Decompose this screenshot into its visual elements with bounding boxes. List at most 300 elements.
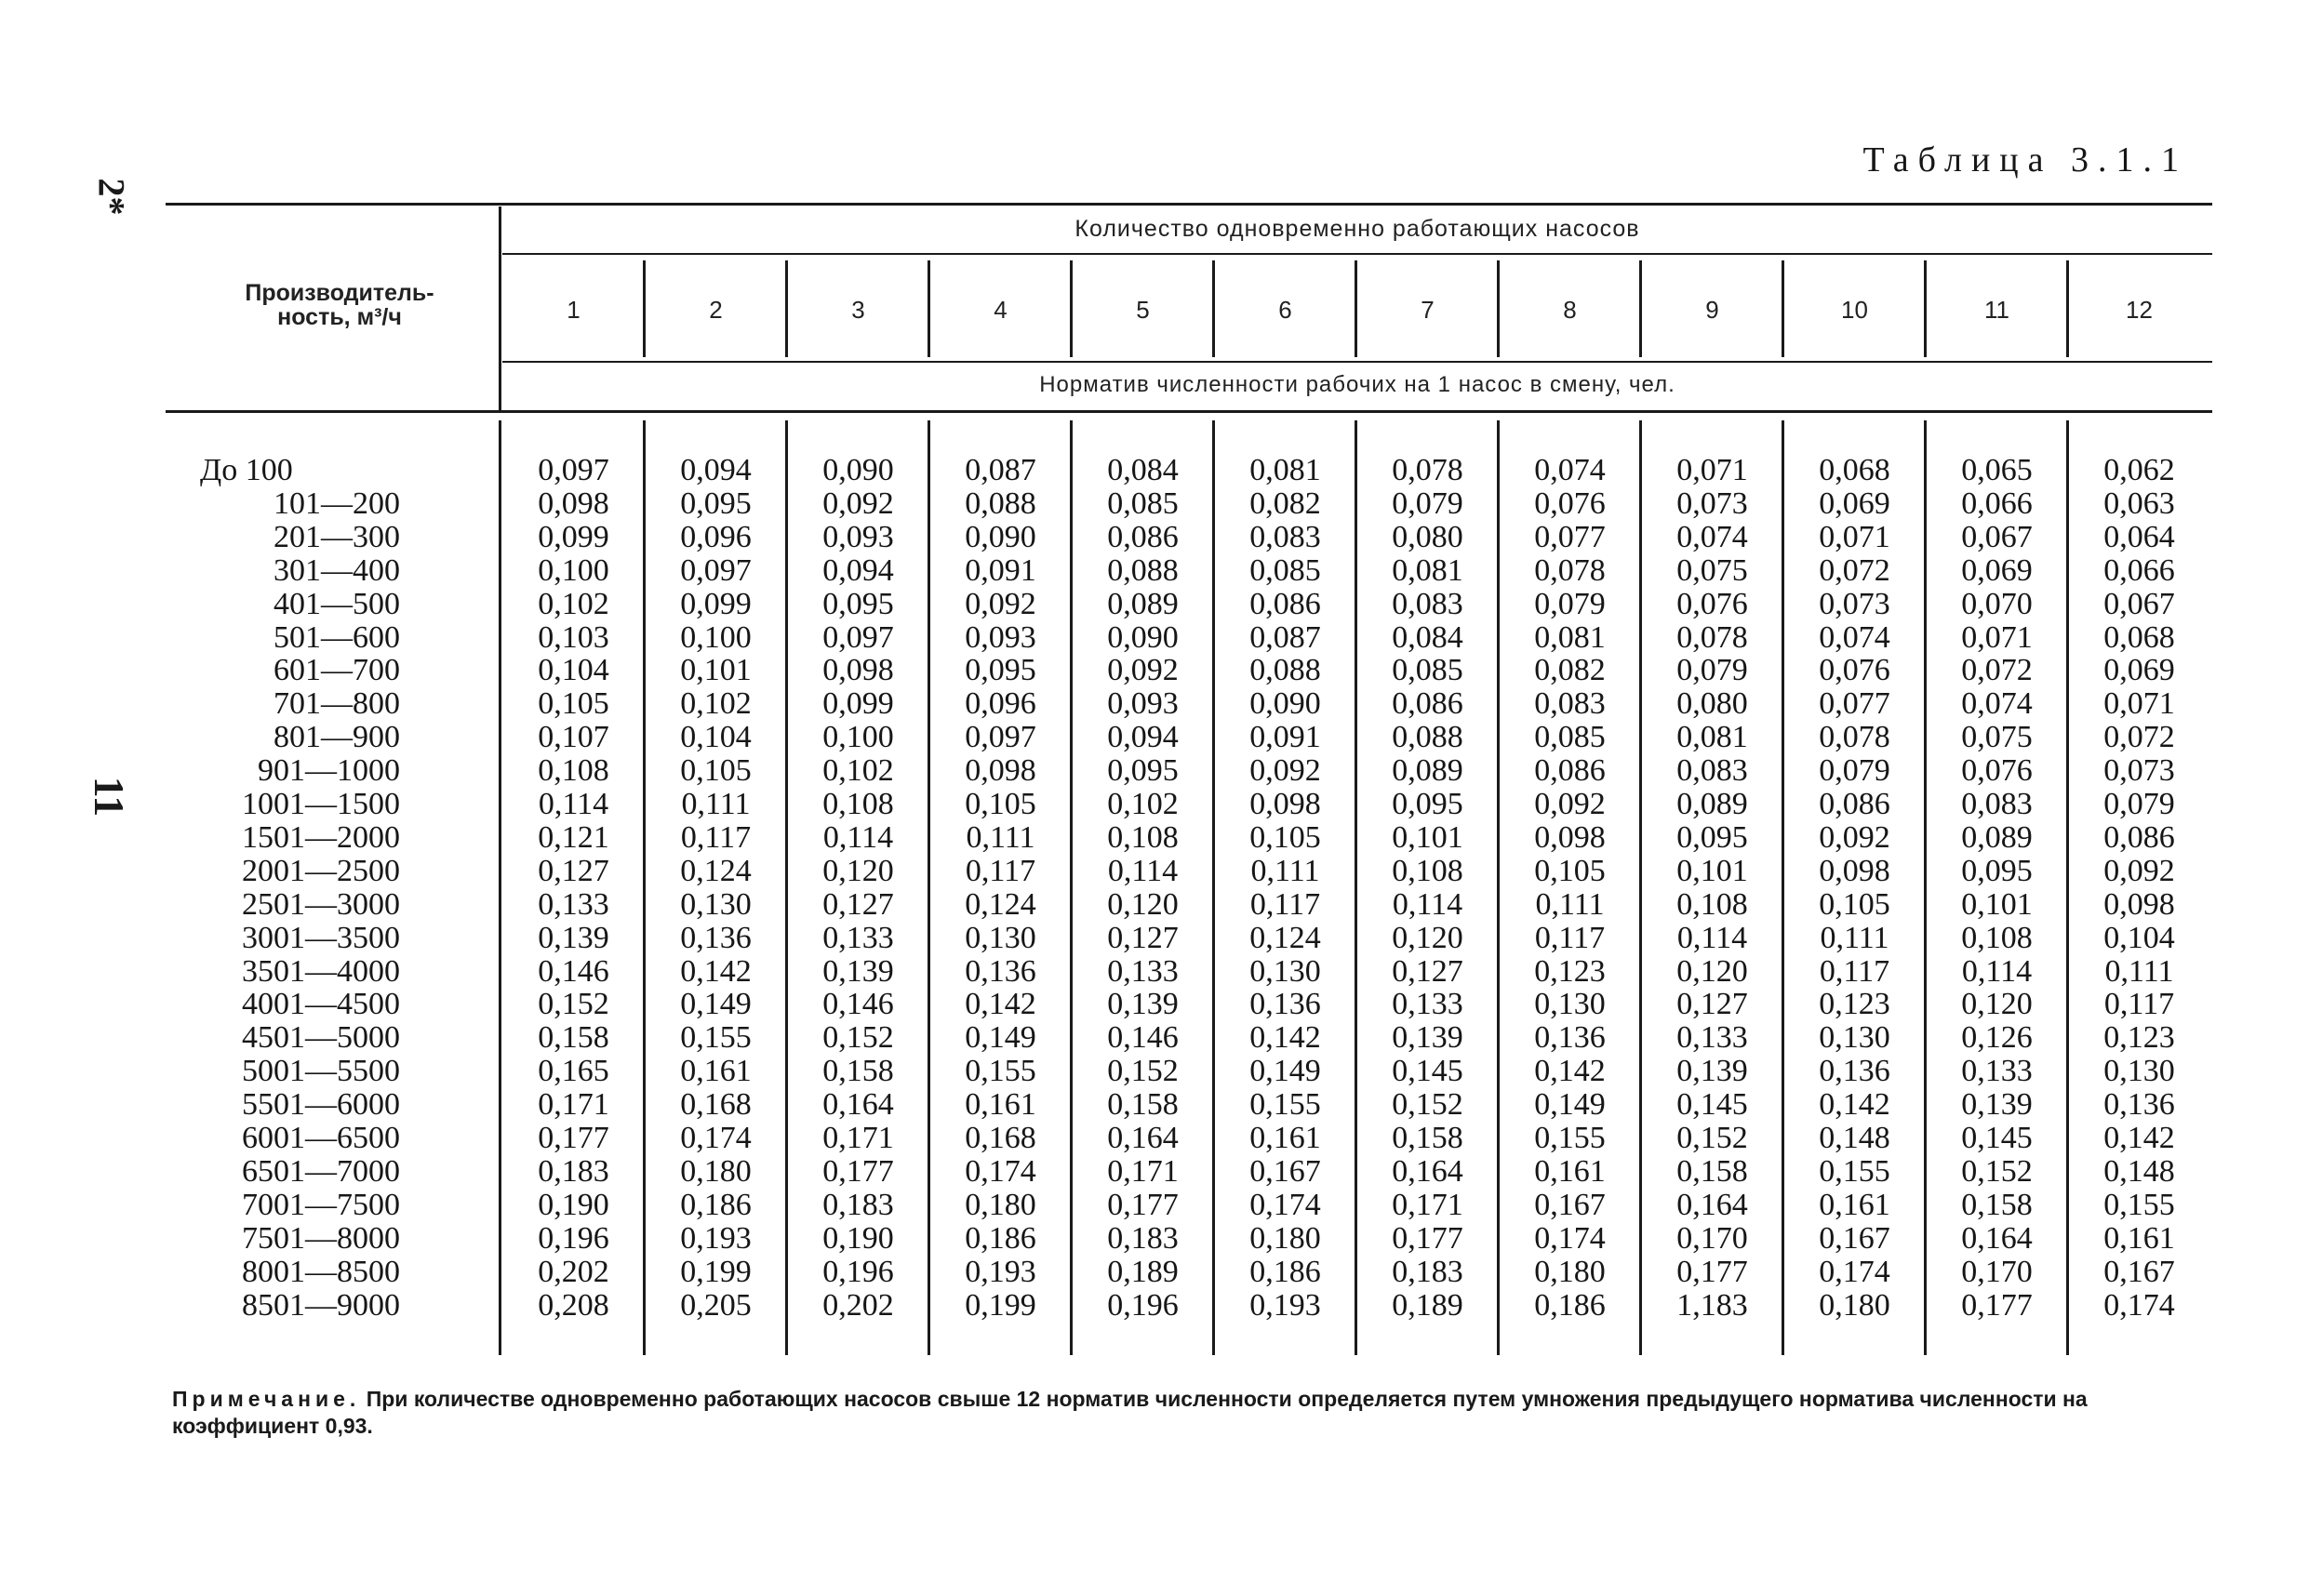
norm-value: 0,158 [1392, 1121, 1463, 1155]
norm-value: 0,095 [1961, 853, 2033, 888]
norm-value: 0,145 [1392, 1054, 1463, 1089]
column-number: 5 [1136, 296, 1150, 324]
norm-value: 0,183 [1107, 1220, 1179, 1256]
norm-value: 0,161 [1249, 1121, 1321, 1155]
norm-value: 0,068 [2103, 619, 2175, 655]
norm-value: 0,086 [2103, 819, 2175, 855]
norm-value: 0,091 [1249, 720, 1321, 755]
column-number: 10 [1841, 296, 1868, 324]
norm-value: 0,079 [1392, 485, 1463, 521]
norm-value: 0,102 [822, 753, 894, 789]
norm-value: 0,104 [2103, 920, 2175, 955]
footnote-label: Примечание. [172, 1387, 361, 1411]
norm-value: 0,142 [1249, 1020, 1321, 1056]
norm-value: 0,078 [1534, 552, 1606, 588]
norm-value: 0,105 [1249, 819, 1321, 855]
column-number: 1 [567, 296, 581, 324]
norm-value: 0,142 [1534, 1054, 1606, 1089]
norm-value: 0,177 [538, 1121, 609, 1155]
norm-value: 0,072 [1819, 552, 1890, 588]
norm-value: 0,158 [822, 1054, 894, 1089]
column-number: 4 [994, 296, 1008, 324]
norm-value: 0,171 [1392, 1187, 1463, 1222]
norm-value: 0,073 [2103, 753, 2175, 789]
norm-value: 0,202 [822, 1287, 894, 1323]
norm-value: 0,099 [538, 519, 609, 554]
norm-value: 0,120 [1107, 886, 1179, 922]
norm-value: 0,152 [1961, 1153, 2033, 1189]
capacity-range: 6501—7000 [242, 1153, 400, 1189]
norm-value: 0,089 [1392, 753, 1463, 789]
norm-value: 0,186 [1534, 1287, 1606, 1323]
norm-value: 0,098 [2103, 886, 2175, 922]
norm-value: 0,079 [1534, 586, 1606, 621]
norm-value: 0,097 [965, 720, 1036, 755]
norm-value: 0,095 [680, 485, 752, 521]
norm-value: 0,114 [1676, 920, 1748, 955]
capacity-range: 7001—7500 [242, 1187, 400, 1222]
norm-value: 0,087 [965, 453, 1036, 487]
norm-value: 0,193 [1249, 1287, 1321, 1323]
norm-value: 0,136 [1534, 1020, 1606, 1056]
norm-value: 0,177 [1676, 1254, 1748, 1289]
norm-value: 0,069 [1961, 552, 2033, 588]
norm-value: 0,078 [1819, 720, 1890, 755]
norm-value: 0,104 [538, 653, 609, 688]
footnote [172, 1386, 2219, 1440]
norm-value: 0,104 [680, 720, 752, 755]
norm-value: 0,096 [965, 686, 1036, 722]
norm-value: 0,180 [1534, 1254, 1606, 1289]
norm-value: 0,139 [1961, 1087, 2033, 1123]
norm-value: 0,126 [1961, 1020, 2033, 1056]
capacity-range: 3001—3500 [242, 920, 400, 955]
norm-value: 0,130 [2103, 1054, 2175, 1089]
norm-value: 0,079 [1676, 653, 1748, 688]
norm-value: 0,111 [1820, 920, 1889, 955]
norm-value: 0,139 [538, 920, 609, 955]
norm-value: 0,127 [1107, 920, 1179, 955]
capacity-range: 601—700 [274, 653, 400, 688]
norm-value: 0,167 [1534, 1187, 1606, 1222]
norm-value: 0,120 [822, 853, 894, 888]
norm-value: 0,130 [1249, 953, 1321, 989]
norm-value: 0,133 [1676, 1020, 1748, 1056]
norm-value: 0,111 [1535, 886, 1605, 922]
norm-value: 0,102 [538, 586, 609, 621]
norm-value: 0,130 [965, 920, 1036, 955]
norm-value: 0,075 [1676, 552, 1748, 588]
norm-value: 0,076 [1676, 586, 1748, 621]
norm-value: 0,123 [1819, 987, 1890, 1022]
norm-value: 0,085 [1107, 485, 1179, 521]
norm-value: 0,086 [1392, 686, 1463, 722]
norm-value: 0,164 [1107, 1121, 1179, 1155]
norm-value: 0,120 [1392, 920, 1463, 955]
norm-value: 0,149 [1249, 1054, 1321, 1089]
norm-value: 0,075 [1961, 720, 2033, 755]
norm-value: 0,083 [1961, 787, 2033, 821]
norm-value: 0,155 [1534, 1121, 1606, 1155]
norm-value: 1,183 [1676, 1287, 1748, 1323]
norm-value: 0,196 [1107, 1287, 1179, 1323]
norm-value: 0,120 [1676, 953, 1748, 989]
norm-value: 0,081 [1534, 619, 1606, 655]
norm-value: 0,146 [538, 953, 609, 989]
norm-value: 0,148 [1819, 1121, 1890, 1155]
norm-value: 0,189 [1392, 1287, 1463, 1323]
norm-value: 0,089 [1676, 787, 1748, 821]
norm-value: 0,171 [1107, 1153, 1179, 1189]
norm-value: 0,091 [965, 552, 1036, 588]
capacity-header [214, 281, 465, 329]
norm-value: 0,086 [1534, 753, 1606, 789]
norm-value: 0,094 [822, 552, 894, 588]
norm-value: 0,152 [822, 1020, 894, 1056]
norm-value: 0,077 [1819, 686, 1890, 722]
norm-value: 0,095 [1392, 787, 1463, 821]
norm-value: 0,167 [1819, 1220, 1890, 1256]
norm-value: 0,133 [822, 920, 894, 955]
norm-value: 0,073 [1676, 485, 1748, 521]
norm-value: 0,074 [1676, 519, 1748, 554]
norm-value: 0,114 [1961, 953, 2033, 989]
norm-value: 0,117 [1819, 953, 1890, 989]
norm-value: 0,097 [538, 453, 609, 487]
norm-value: 0,164 [1961, 1220, 2033, 1256]
norm-value: 0,099 [822, 686, 894, 722]
capacity-range: 5001—5500 [242, 1054, 400, 1089]
norm-value: 0,149 [680, 987, 752, 1022]
footnote-text: При количестве одновременно работающих насосов свыше 12 норматив численности определяется путем умножения предыдущего норматива численности на коэффициент 0,93. [172, 1387, 2088, 1438]
norm-value: 0,114 [1392, 886, 1463, 922]
norm-value: 0,171 [538, 1087, 609, 1123]
norm-value: 0,095 [822, 586, 894, 621]
norm-value: 0,149 [965, 1020, 1036, 1056]
norm-value: 0,095 [965, 653, 1036, 688]
norm-value: 0,177 [1107, 1187, 1179, 1222]
header-bottom-rule [166, 410, 2212, 413]
norm-value: 0,062 [2103, 453, 2175, 487]
norm-value: 0,127 [822, 886, 894, 922]
norm-value: 0,133 [538, 886, 609, 922]
norm-header: Норматив численности рабочих на 1 насос в смену, чел. [1039, 372, 1675, 397]
norm-value: 0,164 [1392, 1153, 1463, 1189]
norm-value: 0,114 [538, 787, 609, 821]
norm-value: 0,077 [1534, 519, 1606, 554]
norm-value: 0,133 [1961, 1054, 2033, 1089]
norm-value: 0,189 [1107, 1254, 1179, 1289]
norm-value: 0,174 [1249, 1187, 1321, 1222]
norm-value: 0,146 [1107, 1020, 1179, 1056]
capacity-header-line2: ность, м³/ч [277, 304, 402, 330]
norm-value: 0,148 [2103, 1153, 2175, 1189]
norm-value: 0,086 [1819, 787, 1890, 821]
capacity-header-line1: Производитель- [245, 280, 434, 306]
capacity-range: 8001—8500 [242, 1254, 400, 1289]
norm-value: 0,098 [1534, 819, 1606, 855]
norm-value: 0,139 [1392, 1020, 1463, 1056]
norm-value: 0,099 [680, 586, 752, 621]
norm-value: 0,111 [966, 819, 1035, 855]
norm-value: 0,102 [1107, 787, 1179, 821]
norm-value: 0,205 [680, 1287, 752, 1323]
norm-value: 0,167 [1249, 1153, 1321, 1189]
norm-value: 0,105 [1534, 853, 1606, 888]
norm-value: 0,083 [1676, 753, 1748, 789]
norm-value: 0,076 [1819, 653, 1890, 688]
norm-value: 0,165 [538, 1054, 609, 1089]
norm-value: 0,095 [1107, 753, 1179, 789]
norm-value: 0,146 [822, 987, 894, 1022]
norm-value: 0,158 [1961, 1187, 2033, 1222]
norm-value: 0,082 [1534, 653, 1606, 688]
capacity-range: 8501—9000 [242, 1287, 400, 1323]
norm-value: 0,089 [1107, 586, 1179, 621]
norm-value: 0,098 [822, 653, 894, 688]
norm-value: 0,158 [1676, 1153, 1748, 1189]
capacity-range: 201—300 [274, 519, 400, 554]
norm-value: 0,108 [1107, 819, 1179, 855]
capacity-range: 701—800 [274, 686, 400, 722]
norm-value: 0,074 [1534, 453, 1606, 487]
norm-value: 0,120 [1961, 987, 2033, 1022]
norm-value: 0,097 [680, 552, 752, 588]
norm-value: 0,124 [680, 853, 752, 888]
norm-value: 0,124 [1249, 920, 1321, 955]
norm-value: 0,096 [680, 519, 752, 554]
norm-value: 0,152 [1392, 1087, 1463, 1123]
norm-value: 0,127 [1392, 953, 1463, 989]
norm-value: 0,078 [1392, 453, 1463, 487]
norm-value: 0,117 [680, 819, 752, 855]
norm-value: 0,127 [1676, 987, 1748, 1022]
norm-value: 0,183 [822, 1187, 894, 1222]
norm-value: 0,117 [1249, 886, 1321, 922]
norm-value: 0,155 [1819, 1153, 1890, 1189]
norm-value: 0,161 [1534, 1153, 1606, 1189]
norm-value: 0,168 [680, 1087, 752, 1123]
norm-value: 0,199 [680, 1254, 752, 1289]
norm-value: 0,133 [1392, 987, 1463, 1022]
norm-value: 0,092 [965, 586, 1036, 621]
norm-value: 0,174 [965, 1153, 1036, 1189]
norm-value: 0,088 [1392, 720, 1463, 755]
column-number: 7 [1421, 296, 1435, 324]
norm-value: 0,065 [1961, 453, 2033, 487]
norm-value: 0,081 [1392, 552, 1463, 588]
norm-value: 0,107 [538, 720, 609, 755]
norm-value: 0,158 [538, 1020, 609, 1056]
norm-value: 0,130 [680, 886, 752, 922]
norm-value: 0,086 [1107, 519, 1179, 554]
column-number: 8 [1563, 296, 1577, 324]
capacity-range: 501—600 [274, 619, 400, 655]
norm-value: 0,079 [1819, 753, 1890, 789]
norm-value: 0,080 [1676, 686, 1748, 722]
norm-value: 0,145 [1676, 1087, 1748, 1123]
norm-value: 0,067 [2103, 586, 2175, 621]
norm-value: 0,080 [1392, 519, 1463, 554]
norm-value: 0,083 [1249, 519, 1321, 554]
column-number: 2 [709, 296, 723, 324]
norm-value: 0,155 [2103, 1187, 2175, 1222]
norm-value: 0,101 [1961, 886, 2033, 922]
capacity-range: 3501—4000 [242, 953, 400, 989]
norm-value: 0,114 [1107, 853, 1179, 888]
norm-value: 0,133 [1107, 953, 1179, 989]
norm-value: 0,139 [1107, 987, 1179, 1022]
margin-signature-mark: 2* [90, 178, 133, 216]
norm-value: 0,074 [1961, 686, 2033, 722]
header-rule-pumps [502, 253, 2212, 255]
norm-value: 0,202 [538, 1254, 609, 1289]
norm-value: 0,064 [2103, 519, 2175, 554]
norm-value: 0,161 [1819, 1187, 1890, 1222]
norm-value: 0,186 [680, 1187, 752, 1222]
norm-value: 0,081 [1676, 720, 1748, 755]
norm-value: 0,174 [1819, 1254, 1890, 1289]
norm-value: 0,183 [538, 1153, 609, 1189]
norm-value: 0,167 [2103, 1254, 2175, 1289]
norm-value: 0,093 [822, 519, 894, 554]
norm-value: 0,111 [2104, 953, 2174, 989]
norm-value: 0,092 [1819, 819, 1890, 855]
norm-value: 0,114 [822, 819, 894, 855]
pumps-count-header: Количество одновременно работающих насосов [1074, 216, 1640, 242]
norm-value: 0,074 [1819, 619, 1890, 655]
norm-value: 0,097 [822, 619, 894, 655]
norm-value: 0,092 [1249, 753, 1321, 789]
capacity-range: 7501—8000 [242, 1220, 400, 1256]
norm-value: 0,100 [680, 619, 752, 655]
capacity-range: 4001—4500 [242, 987, 400, 1022]
norm-value: 0,186 [1249, 1254, 1321, 1289]
norm-value: 0,142 [2103, 1121, 2175, 1155]
norm-value: 0,149 [1534, 1087, 1606, 1123]
norm-value: 0,085 [1392, 653, 1463, 688]
norm-value: 0,098 [1819, 853, 1890, 888]
norm-value: 0,092 [1534, 787, 1606, 821]
norm-value: 0,094 [680, 453, 752, 487]
norm-value: 0,095 [1676, 819, 1748, 855]
norm-value: 0,136 [2103, 1087, 2175, 1123]
norm-value: 0,071 [2103, 686, 2175, 722]
norm-value: 0,090 [1107, 619, 1179, 655]
norm-value: 0,164 [822, 1087, 894, 1123]
norm-value: 0,174 [2103, 1287, 2175, 1323]
norm-value: 0,161 [965, 1087, 1036, 1123]
norm-value: 0,098 [965, 753, 1036, 789]
capacity-range: 6001—6500 [242, 1121, 400, 1155]
norm-value: 0,083 [1534, 686, 1606, 722]
norm-value: 0,142 [965, 987, 1036, 1022]
norm-value: 0,076 [1961, 753, 2033, 789]
page-number: 11 [86, 776, 134, 818]
norm-value: 0,090 [965, 519, 1036, 554]
table-title: Таблица 3.1.1 [1862, 140, 2188, 180]
norm-value: 0,139 [822, 953, 894, 989]
norm-value: 0,081 [1249, 453, 1321, 487]
norm-value: 0,108 [1961, 920, 2033, 955]
norm-value: 0,090 [1249, 686, 1321, 722]
capacity-range: 2501—3000 [242, 886, 400, 922]
norm-value: 0,177 [1961, 1287, 2033, 1323]
norm-value: 0,164 [1676, 1187, 1748, 1222]
norm-value: 0,174 [680, 1121, 752, 1155]
norm-value: 0,196 [538, 1220, 609, 1256]
norm-value: 0,069 [2103, 653, 2175, 688]
norm-value: 0,101 [1392, 819, 1463, 855]
column-number: 6 [1278, 296, 1292, 324]
norm-value: 0,100 [538, 552, 609, 588]
norm-value: 0,088 [965, 485, 1036, 521]
norm-value: 0,108 [1676, 886, 1748, 922]
norm-value: 0,170 [1676, 1220, 1748, 1256]
norm-value: 0,101 [1676, 853, 1748, 888]
norm-value: 0,108 [822, 787, 894, 821]
norm-value: 0,180 [1819, 1287, 1890, 1323]
capacity-range: 401—500 [274, 586, 400, 621]
capacity-range: 1501—2000 [242, 819, 400, 855]
capacity-range: 901—1000 [258, 753, 400, 789]
norm-value: 0,127 [538, 853, 609, 888]
norm-value: 0,090 [822, 453, 894, 487]
norm-value: 0,083 [1392, 586, 1463, 621]
column-number: 9 [1705, 296, 1719, 324]
norm-value: 0,094 [1107, 720, 1179, 755]
norm-value: 0,180 [1249, 1220, 1321, 1256]
norm-value: 0,066 [2103, 552, 2175, 588]
norm-value: 0,089 [1961, 819, 2033, 855]
norm-value: 0,193 [965, 1254, 1036, 1289]
norm-value: 0,155 [680, 1020, 752, 1056]
norm-value: 0,105 [680, 753, 752, 789]
norm-value: 0,078 [1676, 619, 1748, 655]
capacity-range: 2001—2500 [242, 853, 400, 888]
norm-value: 0,108 [538, 753, 609, 789]
norm-value: 0,117 [2103, 987, 2175, 1022]
norm-value: 0,161 [680, 1054, 752, 1089]
norm-value: 0,121 [538, 819, 609, 855]
norm-value: 0,183 [1392, 1254, 1463, 1289]
norm-value: 0,102 [680, 686, 752, 722]
norm-value: 0,123 [1534, 953, 1606, 989]
norm-value: 0,152 [538, 987, 609, 1022]
norm-value: 0,124 [965, 886, 1036, 922]
table-top-rule [166, 203, 2212, 206]
norm-value: 0,158 [1107, 1087, 1179, 1123]
norm-value: 0,152 [1107, 1054, 1179, 1089]
norm-value: 0,079 [2103, 787, 2175, 821]
norm-value: 0,161 [2103, 1220, 2175, 1256]
header-rule-numbers [502, 361, 2212, 363]
norm-value: 0,152 [1676, 1121, 1748, 1155]
norm-value: 0,070 [1961, 586, 2033, 621]
norm-value: 0,136 [680, 920, 752, 955]
norm-value: 0,190 [538, 1187, 609, 1222]
norm-value: 0,085 [1534, 720, 1606, 755]
column-number: 11 [1984, 296, 2009, 324]
norm-value: 0,142 [680, 953, 752, 989]
norm-value: 0,130 [1819, 1020, 1890, 1056]
norm-value: 0,073 [1819, 586, 1890, 621]
norm-value: 0,084 [1107, 453, 1179, 487]
norm-value: 0,086 [1249, 586, 1321, 621]
norm-value: 0,088 [1107, 552, 1179, 588]
norm-value: 0,136 [1819, 1054, 1890, 1089]
norm-value: 0,171 [822, 1121, 894, 1155]
